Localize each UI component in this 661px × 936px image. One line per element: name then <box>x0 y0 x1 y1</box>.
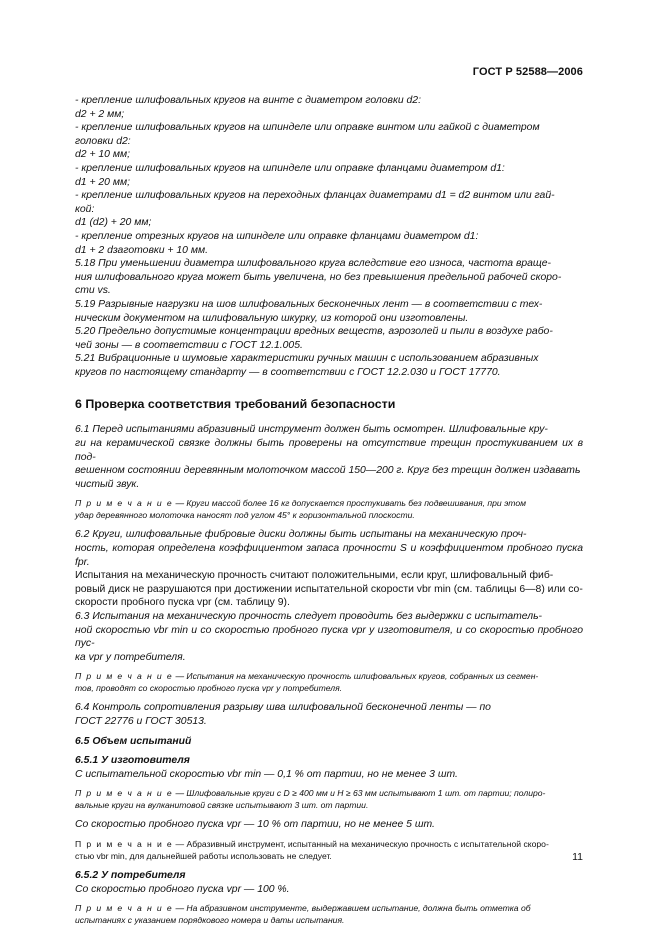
paragraph-line: Испытания на механическую прочность считают положительными, если круг, шлифовальный фиб- <box>75 570 554 582</box>
note-label: П р и м е ч а н и е <box>75 498 174 509</box>
list-item: головки d2: <box>75 135 131 147</box>
subsection-title: 6.5.2 У потребителя <box>75 869 186 881</box>
paragraph-line: Со скоростью пробного пуска vpr — 10 % от партии, но не менее 5 шт. <box>75 819 435 831</box>
paragraph-line: ГОСТ 22776 и ГОСТ 30513. <box>75 715 207 727</box>
list-item: d2 + 2 мм; <box>75 108 125 120</box>
note-label: П р и м е ч а н и е <box>75 671 174 682</box>
paragraph-line: 6.4 Контроль сопротивления разрыву шва шлифовальной бесконечной ленты — по <box>75 702 491 714</box>
document-header: ГОСТ Р 52588—2006 <box>472 66 583 78</box>
list-item: - крепление шлифовальных кругов на шпинделе или оправке винтом или гайкой с диаметром <box>75 122 540 134</box>
note-1 <box>75 497 583 521</box>
note-text: удар деревянного молоточка наносят под углом 45° к горизонтальной плоскости. <box>75 510 415 521</box>
clause-line: ническим документом на шлифовальную шкурку, из которой они изготовлены. <box>75 312 469 324</box>
page-number: 11 <box>572 851 583 863</box>
section-title: 6 Проверка соответствия требований безопасности <box>75 397 396 412</box>
paragraph-6-2 <box>75 528 583 610</box>
note-text: тов, проводят со скоростью пробного пуска vpr у потребителя. <box>75 683 343 694</box>
clause-line: 5.20 Предельно допустимые концентрации вредных веществ, аэрозолей и пыли в воздухе рабо- <box>75 326 553 338</box>
paragraph-line: Со скоростью пробного пуска vpr — 100 %. <box>75 883 290 895</box>
note-text: — Шлифовальные круги с D ≥ 400 мм и H ≥ 63 мм испытывают 1 шт. от партии; полиро- <box>173 788 546 799</box>
note-3 <box>75 787 583 811</box>
note-label: П р и м е ч а н и е <box>75 838 174 849</box>
note-text: вальные круги на вулканитовой связке испытывают 3 шт. от партии. <box>75 800 369 811</box>
list-item: d2 + 10 мм; <box>75 149 130 161</box>
paragraph-line: вешенном состоянии деревянным молоточком массой 150—200 г. Круг без трещин должен издавать <box>75 465 581 477</box>
clause-line: 5.21 Вибрационные и шумовые характеристики ручных машин с использованием абразивных <box>75 353 539 365</box>
mounting-list <box>75 94 583 257</box>
clause-line: чей зоны — в соответствии с ГОСТ 12.1.005. <box>75 339 303 351</box>
list-item: кой: <box>75 203 95 215</box>
note-text: — Испытания на механическую прочность шлифовальных кругов, собранных из сегмен- <box>173 671 539 682</box>
list-item: - крепление шлифовальных кругов на шпинделе или оправке фланцами диаметром d1: <box>75 162 505 174</box>
note-5 <box>75 902 583 926</box>
paragraph-line: ной скоростью vbr min и со скоростью пробного пуска vpr у изготовителя, и со скоростью пробного пус- <box>75 624 583 650</box>
clauses-5 <box>75 257 583 379</box>
paragraph-line: 6.3 Испытания на механическую прочность следует проводить без выдержки с испытатель- <box>75 611 543 622</box>
clause-line: сти vs. <box>75 285 111 297</box>
list-item: - крепление шлифовальных кругов на винте с диаметром головки d2: <box>75 95 421 106</box>
paragraph-line: чистый звук. <box>75 478 140 490</box>
note-4 <box>75 838 583 862</box>
list-item: - крепление отрезных кругов на шпинделе или оправке фланцами диаметром d1: <box>75 230 479 242</box>
clause-line: ния шлифовального круга может быть увеличена, но без превышения предельной рабочей скоро- <box>75 271 562 283</box>
document-body <box>75 94 583 933</box>
paragraph-6-1 <box>75 423 583 491</box>
subsection-title: 6.5 Объем испытаний <box>75 735 192 747</box>
clause-line: 5.19 Разрывные нагрузки на шов шлифовальных бесконечных лент — в соответствии с тех- <box>75 298 543 310</box>
list-item: d1 + 20 мм; <box>75 176 130 188</box>
paragraph-6-3 <box>75 610 583 664</box>
note-label: П р и м е ч а н и е <box>75 788 174 799</box>
paragraph-6-4 <box>75 701 583 728</box>
note-text: — Абразивный инструмент, испытанный на механическую прочность с испытательной скоро- <box>173 838 549 849</box>
paragraph-line: С испытательной скоростью vbr min — 0,1 % от партии, но не менее 3 шт. <box>75 768 458 780</box>
list-item: - крепление шлифовальных кругов на переходных фланцах диаметрами d1 = d2 винтом или гай- <box>75 190 555 202</box>
paragraph-line: ровый диск не разрушаются при достижении испытательной скорости vbr min (см. таблицы 6—8) или со- <box>75 583 583 595</box>
note-text: — На абразивном инструменте, выдержавшем испытание, должна быть отметка об <box>173 903 531 914</box>
note-label: П р и м е ч а н и е <box>75 903 174 914</box>
paragraph-line: ка vpr у потребителя. <box>75 651 186 663</box>
note-text: стью vbr min, для дальнейшей работы использовать не следует. <box>75 850 332 861</box>
list-item: d1 + 2 dзаготовки + 10 мм. <box>75 244 208 256</box>
clause-line: кругов по настоящему стандарту — в соответствии с ГОСТ 12.2.030 и ГОСТ 17770. <box>75 366 501 378</box>
note-text: — Круги массой более 16 кг допускается простукивать без подвешивания, при этом <box>173 498 527 509</box>
paragraph-line: скорости пробного пуска vpr (см. таблицу 9). <box>75 597 290 609</box>
paragraph-line: ность, которая определена коэффициентом запаса прочности S и коэффициентом пробного пуска fpr. <box>75 543 583 568</box>
note-2 <box>75 670 583 694</box>
paragraph-line: ги на керамической связке должны быть проверены на отсутствие трещин простукиванием их в под- <box>75 438 583 463</box>
list-item: d1 (d2) + 20 мм; <box>75 217 152 229</box>
note-text: испытаниях с указанием порядкового номера и даты испытания. <box>75 915 345 926</box>
paragraph-line: 6.1 Перед испытаниями абразивный инструмент должен быть осмотрен. Шлифовальные кру- <box>75 424 548 436</box>
paragraph-line: 6.2 Круги, шлифовальные фибровые диски должны быть испытаны на механическую проч- <box>75 529 527 541</box>
clause-line: 5.18 При уменьшении диаметра шлифовального круга вследствие его износа, частота враще- <box>75 258 552 270</box>
subsection-title: 6.5.1 У изготовителя <box>75 755 190 767</box>
